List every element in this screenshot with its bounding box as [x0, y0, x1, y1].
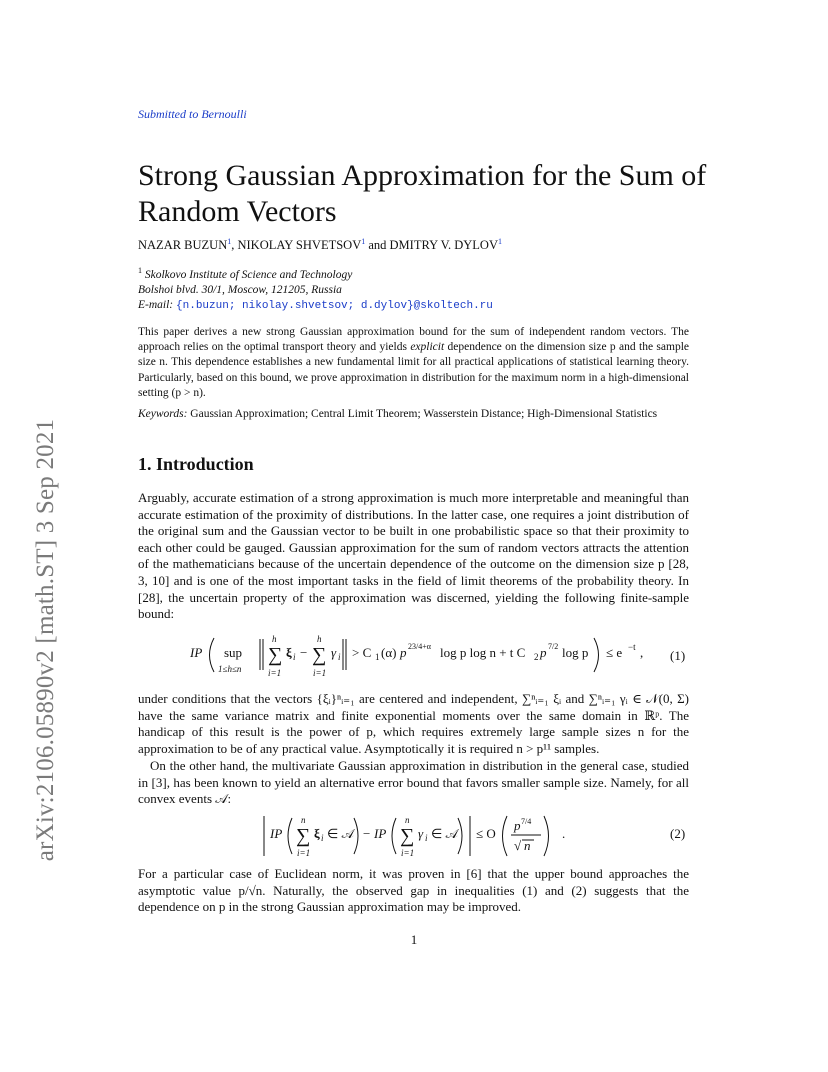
- svg-text:γ: γ: [331, 645, 337, 660]
- institute-address: Bolshoi blvd. 30/1, Moscow, 121205, Russia: [138, 283, 342, 296]
- svg-text:∑: ∑: [268, 644, 283, 666]
- svg-text:−t: −t: [628, 642, 636, 652]
- svg-text:i: i: [293, 652, 296, 662]
- paragraph-intro: Arguably, accurate estimation of a strong approximation is much more interpretable and meaningful than accurate estimation of the proximity of distributions. In the latter case, one requires a joint distribution of the original sum and the Gaussian vector to be built in one probabilistic space so that their proximity to each other could be gauged. Gaussian approximation for the sum of random vectors attracts the attention of the mathematicians because of the uncertain dependence of the outcome on the dimension size p [28, 3, 10] and is one of the most important tasks in the field of limit theorems of the probability theory. In [28], the uncertain property of the approximation was discerned, yielding the following finite-sample bound:: [138, 490, 689, 622]
- svg-text:∈ 𝒜: ∈ 𝒜: [431, 826, 458, 841]
- paragraph-multivariate: On the other hand, the multivariate Gaussian approximation in distribution in the general case, studied in [3], has been known to yield an alternative error bound that favors smaller sample size. Namely, for all convex events 𝒜:: [138, 758, 689, 807]
- affiliation-block: $^1$ Skolkovo Institute of Science and Technology Bolshoi blvd. 30/1, Moscow, 121205, Russia E-mail: {n.buzun; nikolay.shvetsov; d.dylov}@skoltech.ru: [138, 266, 493, 312]
- venue-link[interactable]: Submitted to Bernoulli: [138, 107, 247, 121]
- abstract: This paper derives a new strong Gaussian approximation bound for the sum of independent random vectors. The approach relies on the optimal transport theory and yields explicit dependence on the dimension size p and the sample size n. This dependence establishes a new fundamental limit for all practical applications of statistical learning theory. Particularly, based on this bound, we prove approximation in distribution for the maximum norm in a high-dimensional setting (p > n).: [138, 326, 689, 399]
- section-heading-introduction: 1. Introduction: [138, 454, 254, 474]
- svg-text:2: 2: [534, 652, 539, 662]
- author-name: DMITRY V. DYLOV: [389, 238, 498, 253]
- svg-text:≤ e: ≤ e: [606, 645, 623, 660]
- svg-text:i=1: i=1: [268, 668, 282, 678]
- svg-text:sup: sup: [224, 645, 243, 660]
- svg-text:γ: γ: [418, 826, 424, 841]
- svg-text:n: n: [405, 815, 410, 825]
- svg-text:1≤h≤n: 1≤h≤n: [218, 664, 242, 674]
- equation-1-number[interactable]: (1): [670, 648, 686, 663]
- svg-text:IP: IP: [270, 826, 283, 841]
- svg-text:ξ: ξ: [314, 826, 320, 841]
- svg-text:≤ O: ≤ O: [476, 826, 496, 841]
- email-link[interactable]: {n.buzun; nikolay.shvetsov; d.dylov}@skoltech.ru: [176, 299, 493, 312]
- svg-text:i=1: i=1: [313, 668, 327, 678]
- svg-text:∈ 𝒜: ∈ 𝒜: [327, 826, 354, 841]
- svg-text:log p log n + t C: log p log n + t C: [440, 645, 526, 660]
- svg-text:n: n: [524, 838, 531, 853]
- svg-text:7/2: 7/2: [548, 642, 559, 651]
- svg-text:n: n: [301, 815, 306, 825]
- svg-text:h: h: [317, 634, 322, 644]
- svg-text:p: p: [514, 818, 521, 833]
- affiliation-marker[interactable]: 1: [498, 237, 502, 246]
- paper-title: Strong Gaussian Approximation for the Sum of Random Vectors: [138, 159, 707, 228]
- svg-text:i: i: [321, 833, 324, 843]
- svg-text:IP: IP: [374, 826, 387, 841]
- svg-text:i: i: [425, 833, 428, 843]
- svg-text:∑: ∑: [400, 825, 415, 847]
- institute-name: Skolkovo Institute of Science and Technology: [144, 268, 353, 281]
- svg-text:∑: ∑: [296, 825, 311, 847]
- svg-text:(α): (α): [381, 645, 397, 660]
- svg-text:23/4+α: 23/4+α: [408, 642, 431, 651]
- email-label: E-mail:: [138, 298, 174, 311]
- affiliation-marker[interactable]: 1: [361, 237, 366, 246]
- svg-text:,: ,: [640, 645, 644, 660]
- svg-text:−: −: [363, 826, 371, 841]
- author-name: NAZAR BUZUN: [138, 238, 228, 253]
- svg-text:1: 1: [375, 652, 380, 662]
- svg-text:ξ: ξ: [286, 645, 292, 660]
- svg-text:i=1: i=1: [401, 848, 415, 858]
- keywords: Keywords: Gaussian Approximation; Central Limit Theorem; Wasserstein Distance; High-Dimensional Statistics: [138, 408, 658, 420]
- equation-2: [262, 810, 582, 862]
- affiliation-marker[interactable]: 1: [227, 237, 232, 246]
- svg-text:p: p: [400, 645, 407, 660]
- author-name: NIKOLAY SHVETSOV: [237, 238, 362, 253]
- svg-text:> C: > C: [352, 645, 372, 660]
- paragraph-euclidean: For a particular case of Euclidean norm, it was proven in [6] that the upper bound approaches the asymptotic value p/√n. Naturally, the observed gap in inequalities (1) and (2) suggests that the dependence on p in the strong Gaussian approximation may be improved.: [138, 866, 689, 915]
- author-list: NAZAR BUZUN$^1$, NIKOLAY SHVETSOV$^1$ and DMITRY V. DYLOV$^1$: [138, 237, 502, 253]
- paragraph-conditions: under conditions that the vectors {ξᵢ}ⁿᵢ₌₁ are centered and independent, ∑ⁿᵢ₌₁ ξᵢ and ∑ⁿᵢ₌₁ γᵢ ∈ 𝒩(0, Σ) have the same variance matrix and finite exponential moments over the same domain in ℝᵖ. The handicap of this result is the power of p, which requires extremely large sample sizes n for the approximation to be of any practical value. Asymptotically it is required n > p¹¹ samples.: [138, 691, 689, 756]
- svg-text:.: .: [562, 826, 566, 841]
- equation-1: [190, 628, 690, 682]
- svg-text:∑: ∑: [312, 644, 327, 666]
- keywords-label: Keywords:: [138, 408, 188, 420]
- svg-text:IP: IP: [190, 645, 203, 660]
- svg-text:p: p: [540, 645, 547, 660]
- svg-text:log p: log p: [562, 645, 589, 660]
- svg-text:√: √: [514, 838, 522, 853]
- svg-text:7/4: 7/4: [521, 817, 532, 826]
- svg-text:i=1: i=1: [297, 848, 311, 858]
- svg-text:−: −: [300, 645, 308, 660]
- svg-text:i: i: [338, 652, 341, 662]
- svg-text:h: h: [272, 634, 277, 644]
- equation-2-number[interactable]: (2): [670, 826, 686, 841]
- page-number: 1: [410, 932, 418, 947]
